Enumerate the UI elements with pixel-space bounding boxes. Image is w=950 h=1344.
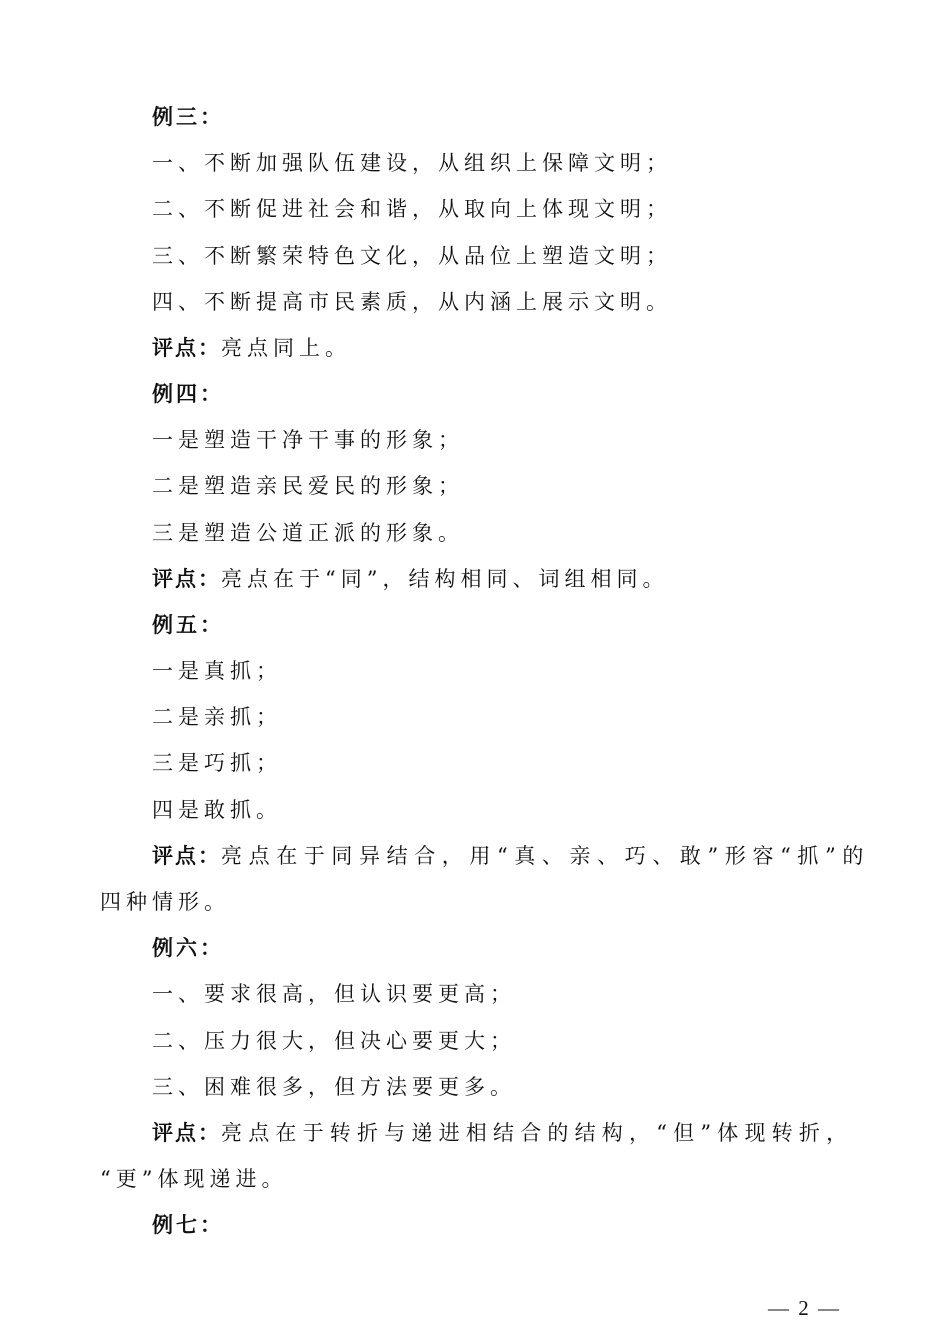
comment-line — [152, 842, 870, 870]
body-line: 一、不断加强队伍建设，从组织上保障文明； — [152, 151, 672, 175]
example-heading: 例七： — [152, 1213, 224, 1237]
comment-text: 亮点同上。 — [221, 336, 351, 360]
body-line: 三是巧抓； — [152, 751, 282, 775]
example-heading: 例三： — [152, 105, 224, 129]
example-heading: 例四： — [152, 382, 224, 406]
comment-label: 评点： — [152, 567, 221, 591]
body-line: 三、不断繁荣特色文化，从品位上塑造文明； — [152, 244, 672, 268]
body-line: 一是真抓； — [152, 659, 282, 683]
comment-continuation: “更”体现递进。 — [100, 1167, 288, 1191]
page-number: — 2 — — [768, 1296, 841, 1320]
comment-text: 亮点在于“同”，结构相同、词组相同。 — [221, 567, 669, 591]
body-line: 一是塑造干净干事的形象； — [152, 428, 464, 452]
comment-text: 亮点在于同异结合，用“真、亲、巧、敢”形容“抓”的 — [221, 844, 870, 868]
comment-label: 评点： — [152, 336, 221, 360]
comment-line — [152, 565, 668, 593]
comment-label: 评点： — [152, 1121, 221, 1145]
body-line: 四、不断提高市民素质，从内涵上展示文明。 — [152, 290, 672, 314]
comment-text: 亮点在于转折与递进相结合的结构，“但”体现转折， — [221, 1121, 854, 1145]
comment-continuation: 四种情形。 — [100, 890, 230, 914]
comment-label: 评点： — [152, 844, 221, 868]
body-line: 三是塑造公道正派的形象。 — [152, 521, 464, 545]
example-heading: 例六： — [152, 936, 224, 960]
body-line: 二是亲抓； — [152, 705, 282, 729]
body-line: 一、要求很高，但认识要更高； — [152, 982, 516, 1006]
body-line: 二是塑造亲民爱民的形象； — [152, 474, 464, 498]
body-line: 二、不断促进社会和谐，从取向上体现文明； — [152, 197, 672, 221]
body-line: 二、压力很大，但决心要更大； — [152, 1029, 516, 1053]
example-heading: 例五： — [152, 613, 224, 637]
body-line: 四是敢抓。 — [152, 798, 282, 822]
comment-line — [152, 334, 351, 362]
body-line: 三、困难很多，但方法要更多。 — [152, 1075, 516, 1099]
comment-line — [152, 1119, 853, 1147]
